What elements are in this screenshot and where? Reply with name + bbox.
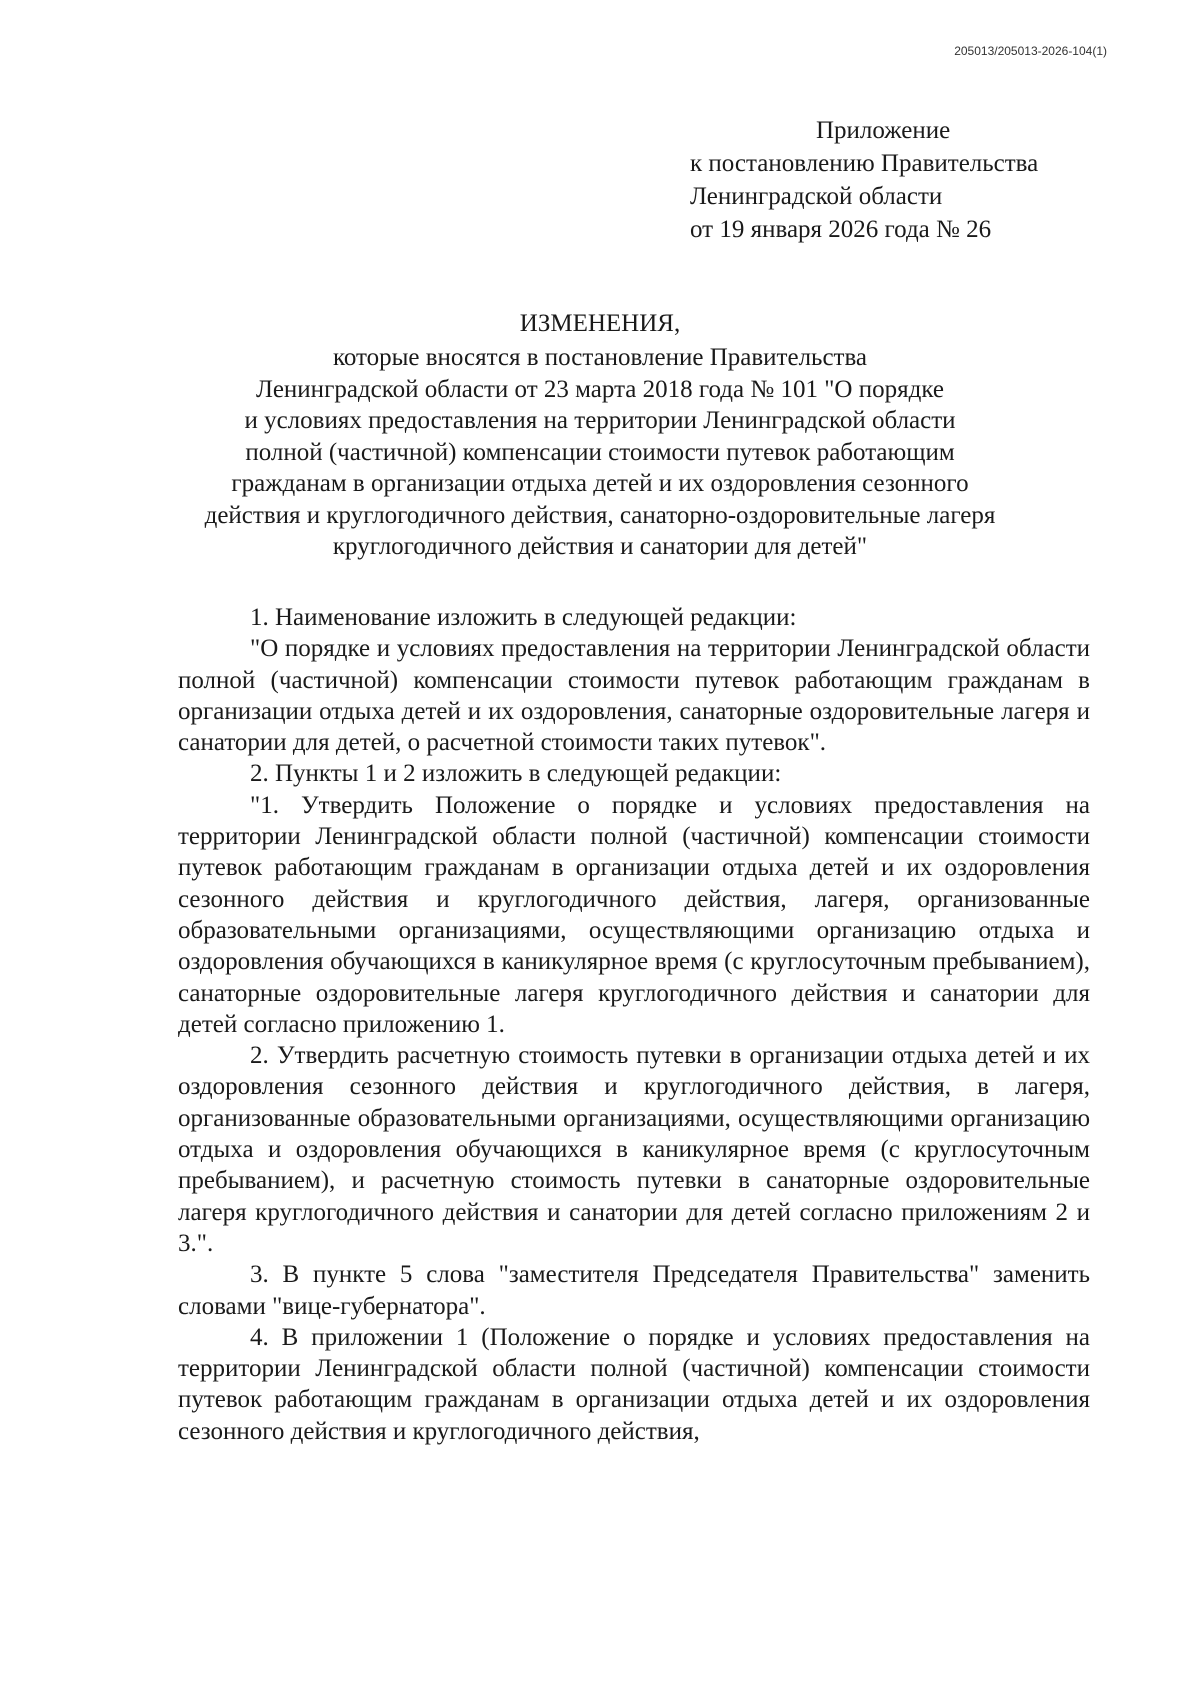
paragraph-3: 3. В пункте 5 слова "заместителя Председателя Правительства" заменить словами "вице-губернатора". [178, 1261, 1090, 1320]
document-body [178, 602, 1090, 1447]
appendix-line-1: Приложение [816, 117, 951, 144]
subtitle-line: полной (частичной) компенсации стоимости путевок работающим [245, 438, 955, 466]
paragraph-new-item-2: 2. Утвердить расчетную стоимость путевки в организации отдыха детей и их оздоровления сезонного действия и круглогодичного действия, в лагеря, организованные образовательными организациями, осуществляющими организацию отдыха и оздоровления обучающихся в каникулярное время (с круглосуточным пребыванием), и расчетную стоимость путевки в санаторные оздоровительные лагеря круглогодичного действия и санатории для детей согласно приложениям 2 и 3.". [178, 1042, 1090, 1257]
paragraph-2: 2. Пункты 1 и 2 изложить в следующей редакции: [250, 760, 782, 788]
paragraph-4: 4. В приложении 1 (Положение о порядке и условиях предоставления на территории Ленинградской области полной (частичной) компенсации стоимости путевок работающим гражданам в организации отдыха детей и их оздоровления сезонного действия и круглогодичного действия, [178, 1323, 1090, 1445]
subtitle-line: гражданам в организации отдыха детей и их оздоровления сезонного [231, 470, 969, 497]
paragraph-new-item-1: "1. Утвердить Положение о порядке и условиях предоставления на территории Ленинградской области полной (частичной) компенсации стоимости путевок работающим гражданам в организации отдыха детей и их оздоровления сезонного действия и круглогодичного действия, лагеря, организованные образовательными организациями, осуществляющими организацию отдыха и оздоровления обучающихся в каникулярное время (с круглосуточным пребыванием), санаторные оздоровительные лагеря круглогодичного действия и санатории для детей согласно приложению 1. [178, 791, 1090, 1038]
document-subtitle [0, 342, 1200, 563]
subtitle-line: и условиях предоставления на территории Ленинградской области [244, 407, 956, 434]
subtitle-line: Ленинградской области от 23 марта 2018 года № 101 "О порядке [256, 375, 944, 403]
document-title: ИЗМЕНЕНИЯ, [519, 310, 681, 337]
subtitle-line: круглогодичного действия и санатории для детей" [332, 533, 868, 560]
paragraph-1: 1. Наименование изложить в следующей редакции: [250, 604, 797, 631]
appendix-line-3: Ленинградской области [690, 183, 943, 210]
appendix-line-2: к постановлению Правительства [690, 150, 1039, 177]
paragraph-new-title: "О порядке и условиях предоставления на территории Ленинградской области полной (частичной) компенсации стоимости путевок работающим гражданам в организации отдыха детей и их оздоровления, санаторные оздоровительные лагеря и санатории для детей, о расчетной стоимости таких путевок". [178, 635, 1090, 757]
subtitle-line: которые вносятся в постановление Правительства [332, 344, 868, 371]
subtitle-line: действия и круглогодичного действия, санаторно-оздоровительные лагеря [204, 501, 996, 529]
document-id: 205013/205013-2026-104(1) [954, 44, 1107, 58]
appendix-line-4: от 19 января 2026 года № 26 [690, 216, 992, 243]
appendix-header [690, 114, 1038, 246]
